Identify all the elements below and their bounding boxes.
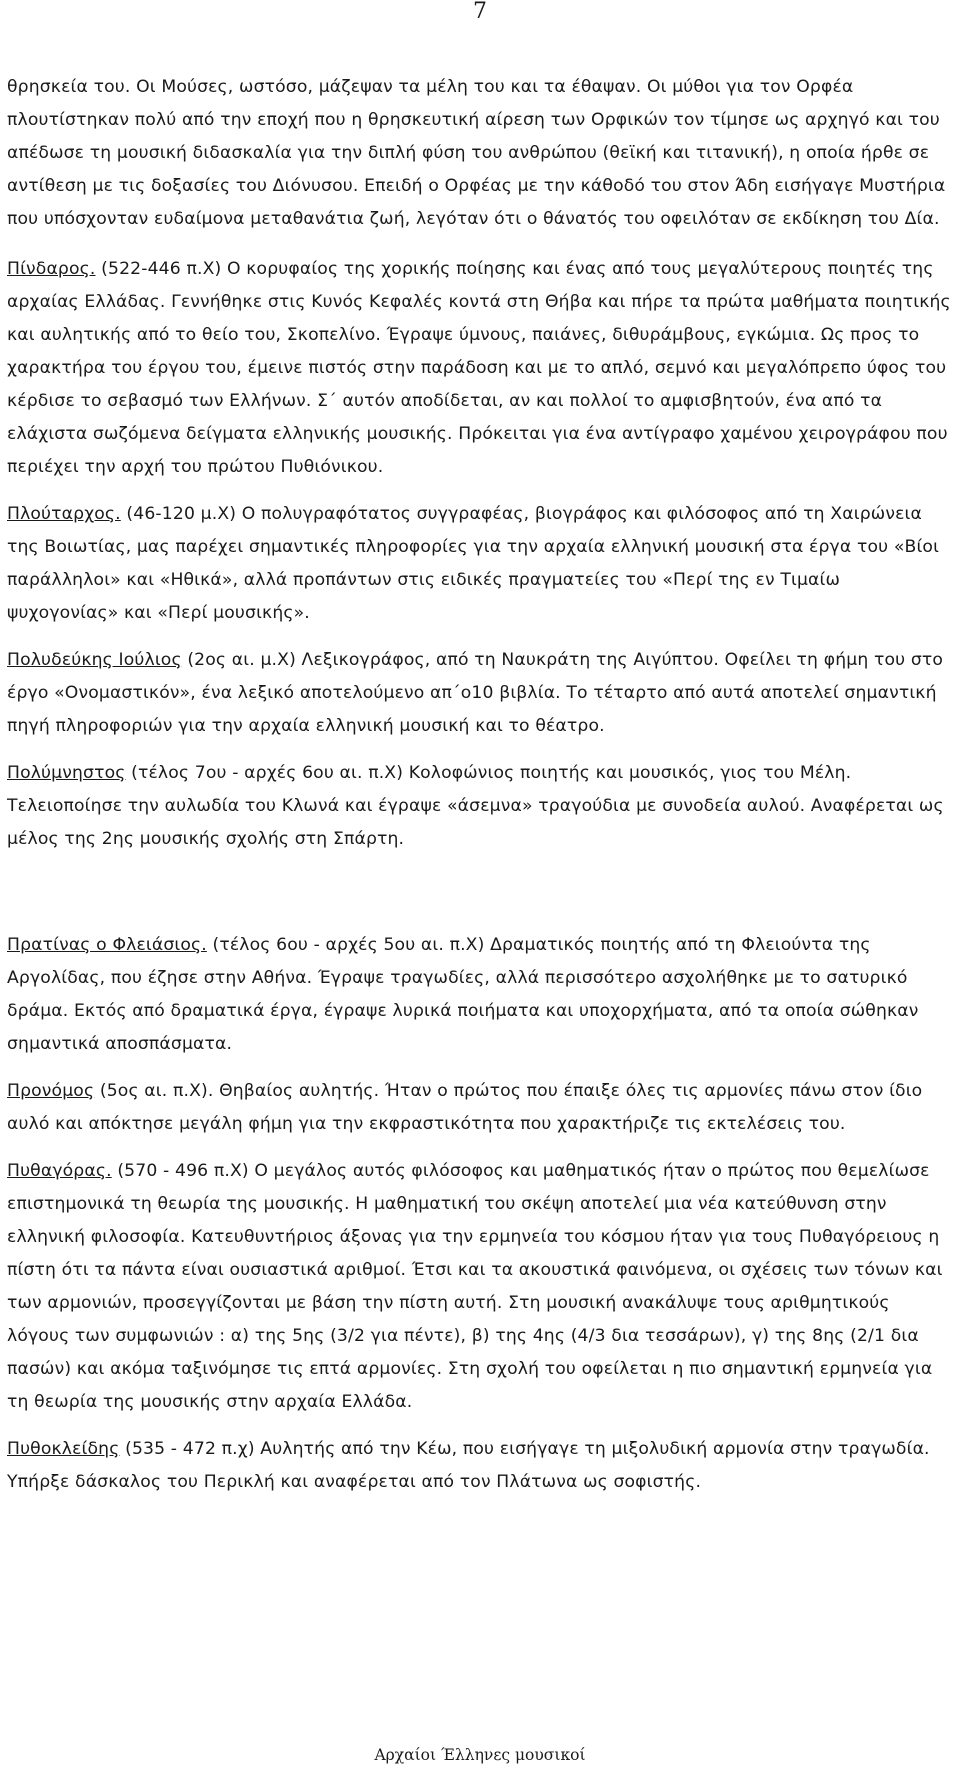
entry-pronomos [7,1075,955,1141]
entry-text: (522-446 π.Χ) Ο κορυφαίος της χορικής ποίησης και ένας από τους μεγαλύτερους ποιητές της αρχαίας Ελλάδας. Γεννήθηκε στις Κυνός Κεφαλές κοντά στη Θήβα και πήρε τα πρώτα μαθήματα ποιητικής και αυλητικής από το θείο του, Σκοπελίνο. Έγραψε ύμνους, παιάνες, διθυράμβους, εγκώμια. Ως προς το χαρακτήρα του έργου του, έμεινε πιστός στην παράδοση και με το απλό, σεμνό και μεγαλόπρεπο ύφος του κέρδισε το σεβασμό των Ελλήνων. Σ΄ αυτόν αποδίδεται, αν και πολλοί το αμφισβητούν, ένα από τα ελάχιστα σωζόμενα δείγματα ελληνικής μουσικής. Πρόκειται για ένα αντίγραφο χαμένου χειρογράφου που περιέχει την αρχή του πρώτου Πυθιόνικου. [7,259,951,477]
entry-text: (τέλος 7ου - αρχές 6ου αι. π.Χ) Κολοφώνιος ποιητής και μουσικός, γιος του Μέλη. Τελειοποίησε την αυλωδία του Κλωνά και έγραψε «άσεμνα» τραγούδια με συνοδεία αυλού. Αναφέρεται ως μέλος της 2ης μουσικής σχολής στη Σπάρτη. [7,763,944,849]
entry-name: Πολυδεύκης Ιούλιος [7,650,182,670]
entry-name: Πυθαγόρας. [7,1161,112,1181]
page-body [7,71,955,1513]
entry-name: Πολύμνηστος [7,763,126,783]
entry-text: (46-120 μ.Χ) Ο πολυγραφότατος συγγραφέας, βιογράφος και φιλόσοφος από τη Χαιρώνεια της Βοιωτίας, μας παρέχει σημαντικές πληροφορίες για την αρχαία ελληνική μουσική στα έργα του «Βίοι παράλληλοι» και «Ηθικά», αλλά προπάντων στις ειδικές πραγματείες του «Περί της εν Τιμαίω ψυχογονίας» και «Περί μουσικής». [7,504,940,623]
entry-name: Προνόμος [7,1081,95,1101]
entry-ploutarchos [7,498,955,630]
section-gap [7,870,955,929]
entry-text: (τέλος 6ου - αρχές 5ου αι. π.Χ) Δραματικός ποιητής από τη Φλειούντα της Αργολίδας, που έζησε στην Αθήνα. Έγραψε τραγωδίες, αλλά περισσότερο ασχολήθηκε με το σατυρικό δράμα. Εκτός από δραματικά έργα, έγραψε λυρικά ποιήματα και υποχορχήματα, από τα οποία σώθηκαν σημαντικά αποσπάσματα. [7,935,919,1054]
entry-polymnistos [7,757,955,856]
page-footer: Αρχαίοι Έλληνες μουσικοί [374,1746,586,1764]
entry-pythagoras [7,1155,955,1419]
page-number: 7 [473,0,487,24]
entry-text: (570 - 496 π.Χ) Ο μεγάλος αυτός φιλόσοφος και μαθηματικός ήταν ο πρώτος που θεμελίωσε επιστημονικά τη θεωρία της μουσικής. Η μαθηματική του σκέψη αποτελεί μια νέα κατεύθυνση στην ελληνική φιλοσοφία. Κατευθυντήριος άξονας για την ερμηνεία του κόσμου ήταν για τους Πυθαγόρειους η πίστη ότι τα πάντα είναι ουσιαστικά αριθμοί. Έτσι και τα ακουστικά φαινόμενα, οι σχέσεις των τόνων και των αρμονιών, προσεγγίζονται με βάση την πίστη αυτή. Στη μουσική ανακάλυψε τους αριθμητικούς λόγους των συμφωνιών : α) της 5ης (3/2 για πέντε), β) της 4ης (4/3 δια τεσσάρων), γ) της 8ης (2/1 δια πασών) και ακόμα ταξινόμησε τις επτά αρμονίες. Στη σχολή του οφείλεται η πιο σημαντική ερμηνεία για τη θεωρία της μουσικής στην αρχαία Ελλάδα. [7,1161,943,1412]
intro-paragraph: θρησκεία του. Οι Μούσες, ωστόσο, μάζεψαν τα μέλη του και τα έθαψαν. Οι μύθοι για τον Ορφέα πλουτίστηκαν πολύ από την εποχή που η θρησκευτική αίρεση των Ορφικών τον τίμησε ως αρχηγό και του απέδωσε τη μουσική διδασκαλία για την διπλή φύση του ανθρώπου (θεϊκή και τιτανική), η οποία ήρθε σε αντίθεση με τις δοξασίες του Διόνυσου. Επειδή ο Ορφέας με την κάθοδό του στον Άδη εισήγαγε Μυστήρια που υπόσχονταν ευδαίμονα μεταθανάτια ζωή, λεγόταν ότι ο θάνατός του οφειλόταν σε εκδίκηση του Δία. [7,77,946,229]
entry-polydeukis [7,644,955,743]
entry-name: Πυθοκλείδης [7,1439,120,1459]
entry-name: Πλούταρχος. [7,504,121,524]
entry-name: Πρατίνας ο Φλειάσιος. [7,935,207,955]
entry-pratinas [7,929,955,1061]
entry-name: Πίνδαρος. [7,259,96,279]
entry-text: (535 - 472 π.χ) Αυλητής από την Κέω, που εισήγαγε τη μιξολυδική αρμονία στην τραγωδία. Υπήρξε δάσκαλος του Περικλή και αναφέρεται από τον Πλάτωνα ως σοφιστής. [7,1439,930,1492]
entry-text: (2ος αι. μ.Χ) Λεξικογράφος, από τη Ναυκράτη της Αιγύπτου. Οφείλει τη φήμη του στο έργο «Ονομαστικόν», ένα λεξικό αποτελούμενο απ΄ο10 βιβλία. Το τέταρτο από αυτά αποτελεί σημαντική πηγή πληροφοριών για την αρχαία ελληνική μουσική και το θέατρο. [7,650,944,736]
entry-pythokleidis [7,1433,955,1499]
entry-text: (5ος αι. π.Χ). Θηβαίος αυλητής. Ήταν ο πρώτος που έπαιξε όλες τις αρμονίες πάνω στον ίδιο αυλό και απόκτησε μεγάλη φήμη για την εκφραστικότητα που χαρακτήριζε τις εκτελέσεις του. [7,1081,923,1134]
entry-pindaros [7,253,955,484]
